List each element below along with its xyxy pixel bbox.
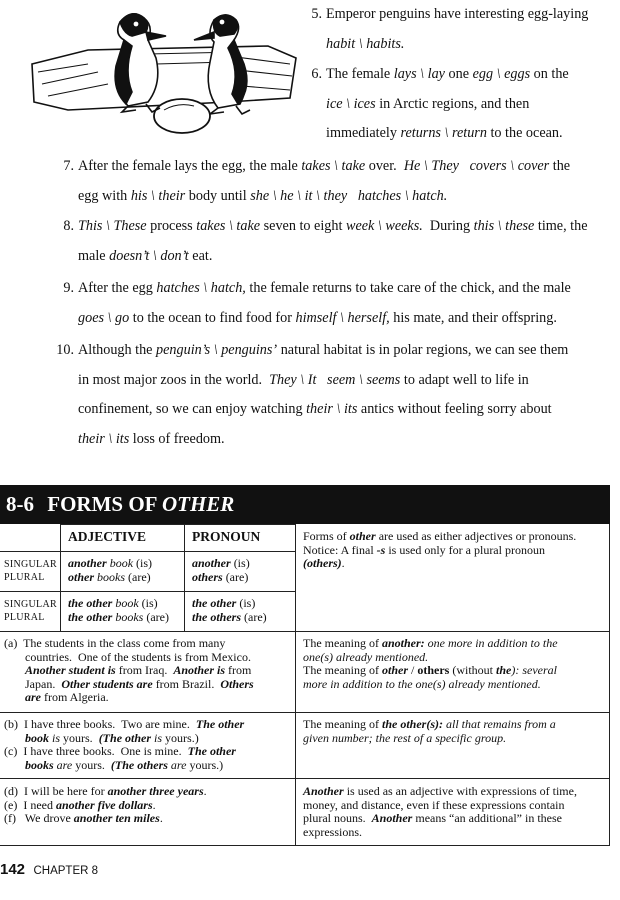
text-run: his \ their xyxy=(130,187,186,204)
exercise-item-7 xyxy=(63,152,613,211)
text-run: other xyxy=(381,663,408,678)
text-run: (c) I have three books. One is mine. xyxy=(4,744,188,759)
text-run: is used as an adjective with expressions of time, xyxy=(343,784,577,798)
text-run: given number; the rest of a specific group. xyxy=(303,730,507,745)
text-line xyxy=(4,759,292,773)
text-run: one xyxy=(444,66,473,82)
text-run: takes \ take xyxy=(196,218,261,234)
text-line xyxy=(78,395,613,425)
text-run: means “an additional” in these xyxy=(412,811,562,826)
text-run: Other students are xyxy=(61,676,153,691)
text-line xyxy=(303,732,605,746)
text-line xyxy=(78,274,613,304)
text-run: male xyxy=(78,247,110,264)
text-run: all that remains from a xyxy=(442,717,556,731)
text-line xyxy=(303,651,605,665)
text-run: book xyxy=(112,596,139,610)
text-run: yours.) xyxy=(186,757,224,772)
text-run: the other(s): xyxy=(381,717,443,731)
text-run: this \ these xyxy=(473,218,535,234)
text-run: from Iraq. xyxy=(115,663,174,678)
text-line xyxy=(4,678,292,692)
table-rule xyxy=(184,524,185,631)
text-run: are xyxy=(167,757,187,772)
text-run: others xyxy=(417,663,450,678)
text-run: time, the xyxy=(534,218,588,234)
text-run xyxy=(459,158,470,174)
text-run: (are) xyxy=(125,569,151,584)
text-run: book xyxy=(106,556,134,570)
text-run: covers \ cover xyxy=(469,158,550,174)
text-line xyxy=(303,718,605,732)
table-rule xyxy=(60,524,296,525)
text-run: penguin’s \ penguins’ xyxy=(156,342,278,358)
explanation-a xyxy=(303,637,605,691)
text-line xyxy=(78,425,613,455)
text-line xyxy=(78,182,613,212)
text-run: Others xyxy=(220,676,254,691)
text-run: the other xyxy=(68,609,113,624)
text-line xyxy=(192,571,250,585)
text-line xyxy=(4,637,292,651)
text-run: another xyxy=(68,556,107,570)
text-run: himself \ herself, xyxy=(295,309,390,326)
row-label-line: SINGULAR xyxy=(4,599,57,610)
section-banner xyxy=(0,485,610,524)
text-run xyxy=(4,758,25,772)
table-rule xyxy=(0,845,610,846)
col-header-pronoun: PRONOUN xyxy=(192,529,261,544)
text-line xyxy=(68,571,152,585)
table-rule xyxy=(0,631,610,632)
text-line xyxy=(4,732,292,746)
text-run: to the ocean to find food for xyxy=(129,309,296,326)
text-run: Another xyxy=(371,811,413,826)
pronoun-cell xyxy=(192,597,267,624)
text-run: The other xyxy=(187,744,236,759)
text-run: habit \ habits. xyxy=(326,35,405,52)
text-run: (is) xyxy=(230,556,250,570)
text-line xyxy=(326,119,616,149)
exercise-item-8 xyxy=(63,212,613,271)
text-run: countries. One of the students is from Mexico. xyxy=(4,649,251,664)
text-run: one(s) already mentioned. xyxy=(303,649,429,664)
text-line xyxy=(78,242,613,272)
text-line xyxy=(68,611,169,625)
text-run: another three years xyxy=(107,784,204,798)
text-run: yours. xyxy=(60,730,99,745)
item-number: 8. xyxy=(63,218,74,234)
text-run: immediately xyxy=(326,125,401,142)
text-run: are used as either adjectives or pronouns. xyxy=(375,529,577,543)
text-run: their \ its xyxy=(78,430,130,447)
row-label xyxy=(4,558,57,584)
text-line xyxy=(303,664,605,678)
text-run: books xyxy=(112,609,144,624)
row-label-line: SINGULAR xyxy=(4,559,57,570)
text-run: Notice: A final xyxy=(303,542,377,557)
item-number: 5. xyxy=(311,6,322,22)
text-run: eat. xyxy=(188,247,213,264)
text-run: antics without feeling sorry about xyxy=(357,401,552,418)
text-run: (are) xyxy=(143,609,169,624)
text-run: another five dollars xyxy=(55,797,153,812)
page-number: 142 xyxy=(0,861,26,878)
text-line xyxy=(4,664,292,678)
text-run: another xyxy=(192,556,231,570)
text-run: -s xyxy=(376,542,386,557)
text-run: returns \ return xyxy=(400,125,487,142)
exercise-item-10 xyxy=(56,336,613,454)
text-run: to the ocean. xyxy=(486,125,563,142)
text-run: (is) xyxy=(133,556,153,570)
text-run: the xyxy=(496,663,512,678)
text-run: Emperor penguins have interesting egg-laying xyxy=(326,6,589,22)
text-run: (The other xyxy=(98,730,152,745)
text-run: the others xyxy=(192,609,242,624)
text-run: are xyxy=(25,690,41,705)
text-run: lays \ lay xyxy=(393,66,445,82)
explanation-d-f xyxy=(303,785,605,839)
text-run: is xyxy=(49,730,61,745)
text-run: other xyxy=(68,569,95,584)
text-line xyxy=(303,678,605,692)
text-run: (e) I need xyxy=(4,797,56,812)
text-run: He \ They xyxy=(403,158,459,174)
text-line xyxy=(326,0,616,30)
section-title-italic: OTHER xyxy=(161,492,235,516)
text-line xyxy=(4,785,292,799)
text-run: The meaning of xyxy=(303,663,382,678)
text-run: . xyxy=(203,784,207,798)
text-line xyxy=(303,530,605,544)
text-run: other xyxy=(349,529,376,543)
text-run: in most major zoos in the world. xyxy=(78,371,270,388)
text-run: are xyxy=(53,757,73,772)
text-run: Forms of xyxy=(303,529,350,543)
text-run: hatches \ hatch. xyxy=(357,187,448,204)
text-line xyxy=(303,812,605,826)
text-run: goes \ go xyxy=(78,309,130,326)
text-line xyxy=(326,60,616,90)
row-label xyxy=(4,598,57,624)
text-run: egg with xyxy=(78,187,131,204)
text-line xyxy=(68,557,152,571)
text-run: seven to eight xyxy=(260,218,346,234)
text-line xyxy=(303,785,605,799)
explanation-b-c xyxy=(303,718,605,745)
text-run: plural nouns. xyxy=(303,811,372,826)
table-rule xyxy=(0,778,610,779)
text-run: Another student is xyxy=(25,663,116,678)
text-run xyxy=(4,690,25,704)
text-run xyxy=(347,188,358,204)
text-run: their \ its xyxy=(306,401,358,418)
example-b-c xyxy=(4,718,292,772)
text-line xyxy=(192,557,250,571)
text-line xyxy=(326,30,616,60)
text-run: (are) xyxy=(241,609,267,624)
text-run xyxy=(316,372,327,388)
text-line xyxy=(303,544,605,558)
text-run: expressions. xyxy=(303,824,362,839)
col-header-adjective: ADJECTIVE xyxy=(68,529,147,544)
grammar-chart xyxy=(0,524,610,846)
text-run: book xyxy=(25,730,49,745)
text-line xyxy=(78,152,613,182)
text-run: (is) xyxy=(236,596,256,610)
text-run: on the xyxy=(530,66,569,82)
text-run: (others) xyxy=(303,556,342,571)
text-run: in Arctic regions, and then xyxy=(375,95,530,112)
text-run: over. xyxy=(365,158,404,174)
row-label-line: PLURAL xyxy=(4,612,45,623)
text-run: (f) We drove xyxy=(4,811,74,826)
text-run: the other xyxy=(68,596,113,610)
adjective-cell xyxy=(68,597,169,624)
text-run: more in addition to the one(s) already mentioned. xyxy=(303,676,541,691)
text-run: The meaning of xyxy=(303,717,382,731)
exercise-item-5 xyxy=(311,0,616,59)
text-run: the other xyxy=(192,596,237,610)
text-line xyxy=(4,691,292,705)
text-run: the xyxy=(549,158,571,174)
text-run: Another is xyxy=(173,663,226,678)
text-run: she \ he \ it \ they xyxy=(250,187,348,204)
text-line xyxy=(303,557,605,571)
text-run: ice \ ices xyxy=(326,95,376,112)
text-line xyxy=(4,745,292,759)
table-rule xyxy=(0,591,296,592)
text-run: (are) xyxy=(222,569,249,584)
page-footer xyxy=(0,861,98,879)
text-line xyxy=(68,597,169,611)
text-run: / xyxy=(408,663,418,678)
text-run: money, and distance, even if these expressions contain xyxy=(303,797,565,812)
text-run xyxy=(4,731,25,745)
text-line xyxy=(4,651,292,665)
text-run: . xyxy=(341,556,345,571)
exercise-item-6 xyxy=(311,60,616,149)
text-run: Although the xyxy=(78,342,157,358)
text-run: the female returns to take care of the chick, and the male xyxy=(245,280,571,296)
text-line xyxy=(4,718,292,732)
text-run: (is) xyxy=(138,596,158,610)
text-run: hatches \ hatch, xyxy=(156,280,246,296)
text-run: . xyxy=(159,811,163,826)
item-number: 6. xyxy=(311,66,322,82)
item-number: 10. xyxy=(56,342,74,358)
text-line xyxy=(78,212,613,242)
text-run: another ten miles xyxy=(73,811,160,826)
text-run: This \ These xyxy=(78,218,147,234)
example-a xyxy=(4,637,292,705)
text-run: natural habitat is in polar regions, we can see them xyxy=(277,342,569,358)
exercise-item-9 xyxy=(63,274,613,333)
text-run: (without xyxy=(449,663,497,678)
text-line xyxy=(192,611,267,625)
penguins-illustration xyxy=(28,6,298,136)
text-run: (The others xyxy=(110,757,168,772)
table-rule xyxy=(0,712,610,713)
text-run: books xyxy=(94,569,126,584)
text-run: yours.) xyxy=(162,730,199,745)
text-run: is xyxy=(151,730,163,745)
text-line xyxy=(326,90,616,120)
text-run: After the female lays the egg, the male xyxy=(78,158,302,174)
text-run: takes \ take xyxy=(301,158,366,174)
text-line xyxy=(4,812,292,826)
text-run: Another xyxy=(303,784,344,798)
text-run: one more in addition to the xyxy=(424,636,558,650)
text-line xyxy=(303,799,605,813)
text-run: another: xyxy=(381,636,425,650)
text-run: process xyxy=(146,218,197,234)
text-run: confinement, so we can enjoy watching xyxy=(78,401,307,418)
text-line xyxy=(78,304,613,334)
text-line xyxy=(303,637,605,651)
table-rule xyxy=(609,524,610,846)
text-line xyxy=(78,366,613,396)
text-run: yours. xyxy=(72,757,111,772)
text-run: (d) I will be here for xyxy=(4,784,108,798)
section-number: 8-6 xyxy=(6,492,34,516)
text-run: egg \ eggs xyxy=(472,66,531,82)
text-run: . xyxy=(152,797,156,812)
text-run: doesn’t \ don’t xyxy=(109,247,189,264)
text-line xyxy=(192,597,267,611)
text-run: week \ weeks. xyxy=(345,218,423,234)
text-run xyxy=(4,663,25,677)
row-label-line: PLURAL xyxy=(4,572,45,583)
text-line xyxy=(4,799,292,813)
example-d-f xyxy=(4,785,292,826)
text-run: During xyxy=(422,218,474,234)
table-rule xyxy=(0,551,296,552)
text-run: to adapt well to life in xyxy=(400,371,529,388)
table-rule xyxy=(60,524,61,631)
text-run: body until xyxy=(185,187,251,204)
text-run: loss of freedom. xyxy=(129,430,225,447)
text-run: from xyxy=(225,663,252,678)
text-run: seem \ seems xyxy=(327,371,401,388)
text-run: Japan. xyxy=(4,676,62,691)
text-run: After the egg xyxy=(78,280,157,296)
text-run: (b) I have three books. Two are mine. xyxy=(4,717,196,731)
notice-cell xyxy=(303,530,605,571)
text-run: from Algeria. xyxy=(41,690,109,705)
text-run: The female xyxy=(326,66,394,82)
item-number: 7. xyxy=(63,158,74,174)
adjective-cell xyxy=(68,557,152,584)
text-run: They \ It xyxy=(269,371,317,388)
text-run: is used only for a plural pronoun xyxy=(385,542,545,557)
table-rule xyxy=(295,524,296,846)
text-run: ): several xyxy=(511,663,558,678)
pronoun-cell xyxy=(192,557,250,584)
text-line xyxy=(78,336,613,366)
text-run: others xyxy=(192,569,223,584)
text-run: The meaning of xyxy=(303,636,382,650)
section-title: FORMS OF xyxy=(47,492,157,516)
text-run: (a) The students in the class come from many xyxy=(4,636,226,650)
text-line xyxy=(303,826,605,840)
text-run: The other xyxy=(195,717,245,731)
chapter-label: CHAPTER 8 xyxy=(33,865,99,877)
text-run: from Brazil. xyxy=(152,676,221,691)
text-run: his mate, and their offspring. xyxy=(389,309,557,326)
item-number: 9. xyxy=(63,280,74,296)
text-run: books xyxy=(25,757,54,772)
